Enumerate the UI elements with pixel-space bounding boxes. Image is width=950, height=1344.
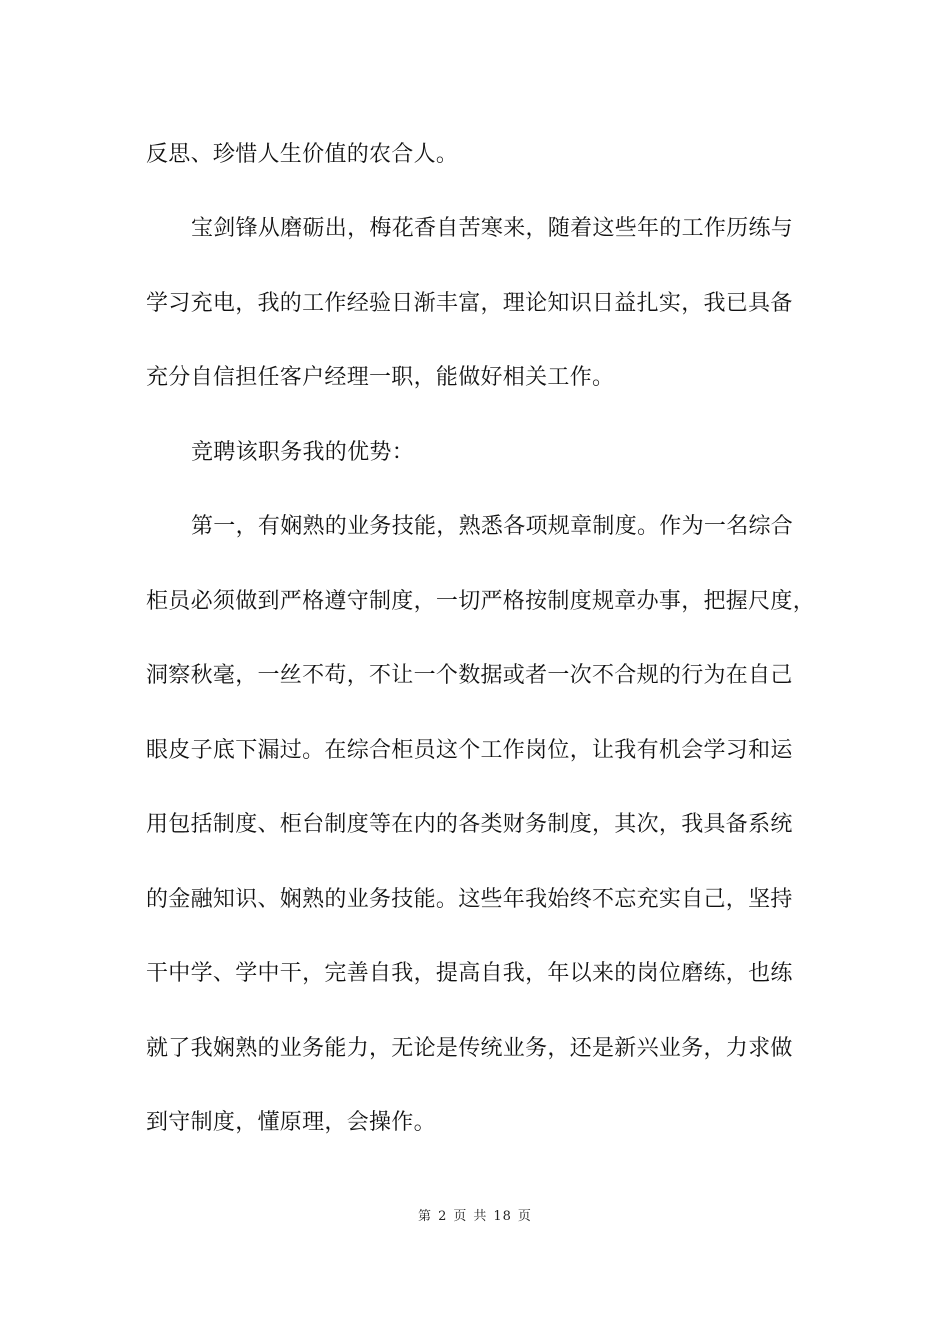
footer-prefix: 第 [418,1209,433,1224]
footer-page-number: 2 [438,1209,448,1224]
footer-word-page: 页 [453,1209,468,1224]
paragraph-line: 到守制度，懂原理，会操作。 [146,1110,436,1135]
paragraph-line: 用包括制度、柜台制度等在内的各类财务制度，其次，我具备系统 [146,812,793,837]
paragraph-line: 充分自信担任客户经理一职，能做好相关工作。 [146,365,615,390]
paragraph-line: 眼皮子底下漏过。在综合柜员这个工作岗位，让我有机会学习和运 [146,738,793,763]
footer-suffix: 页 [517,1209,532,1224]
footer-total-pages: 18 [493,1209,512,1224]
footer-word-total: 共 [473,1209,488,1224]
paragraph-line: 学习充电，我的工作经验日渐丰富，理论知识日益扎实，我已具备 [146,291,793,316]
paragraph-line: 反思、珍惜人生价值的农合人。 [146,142,459,167]
paragraph-line: 的金融知识、娴熟的业务技能。这些年我始终不忘充实自己，坚持 [146,887,793,912]
paragraph-line: 干中学、学中干，完善自我，提高自我，年以来的岗位磨练，也练 [146,961,793,986]
paragraph-line: 竞聘该职务我的优势： [191,440,415,465]
paragraph-line: 就了我娴熟的业务能力，无论是传统业务，还是新兴业务，力求做 [146,1036,793,1061]
paragraph-line: 宝剑锋从磨砺出，梅花香自苦寒来，随着这些年的工作历练与 [191,216,794,241]
paragraph-line: 柜员必须做到严格遵守制度，一切严格按制度规章办事，把握尺度， [146,589,816,614]
paragraph-line: 洞察秋毫，一丝不苟，不让一个数据或者一次不合规的行为在自己 [146,663,793,688]
page-footer [0,1208,950,1226]
paragraph-line: 第一，有娴熟的业务技能，熟悉各项规章制度。作为一名综合 [191,514,794,539]
